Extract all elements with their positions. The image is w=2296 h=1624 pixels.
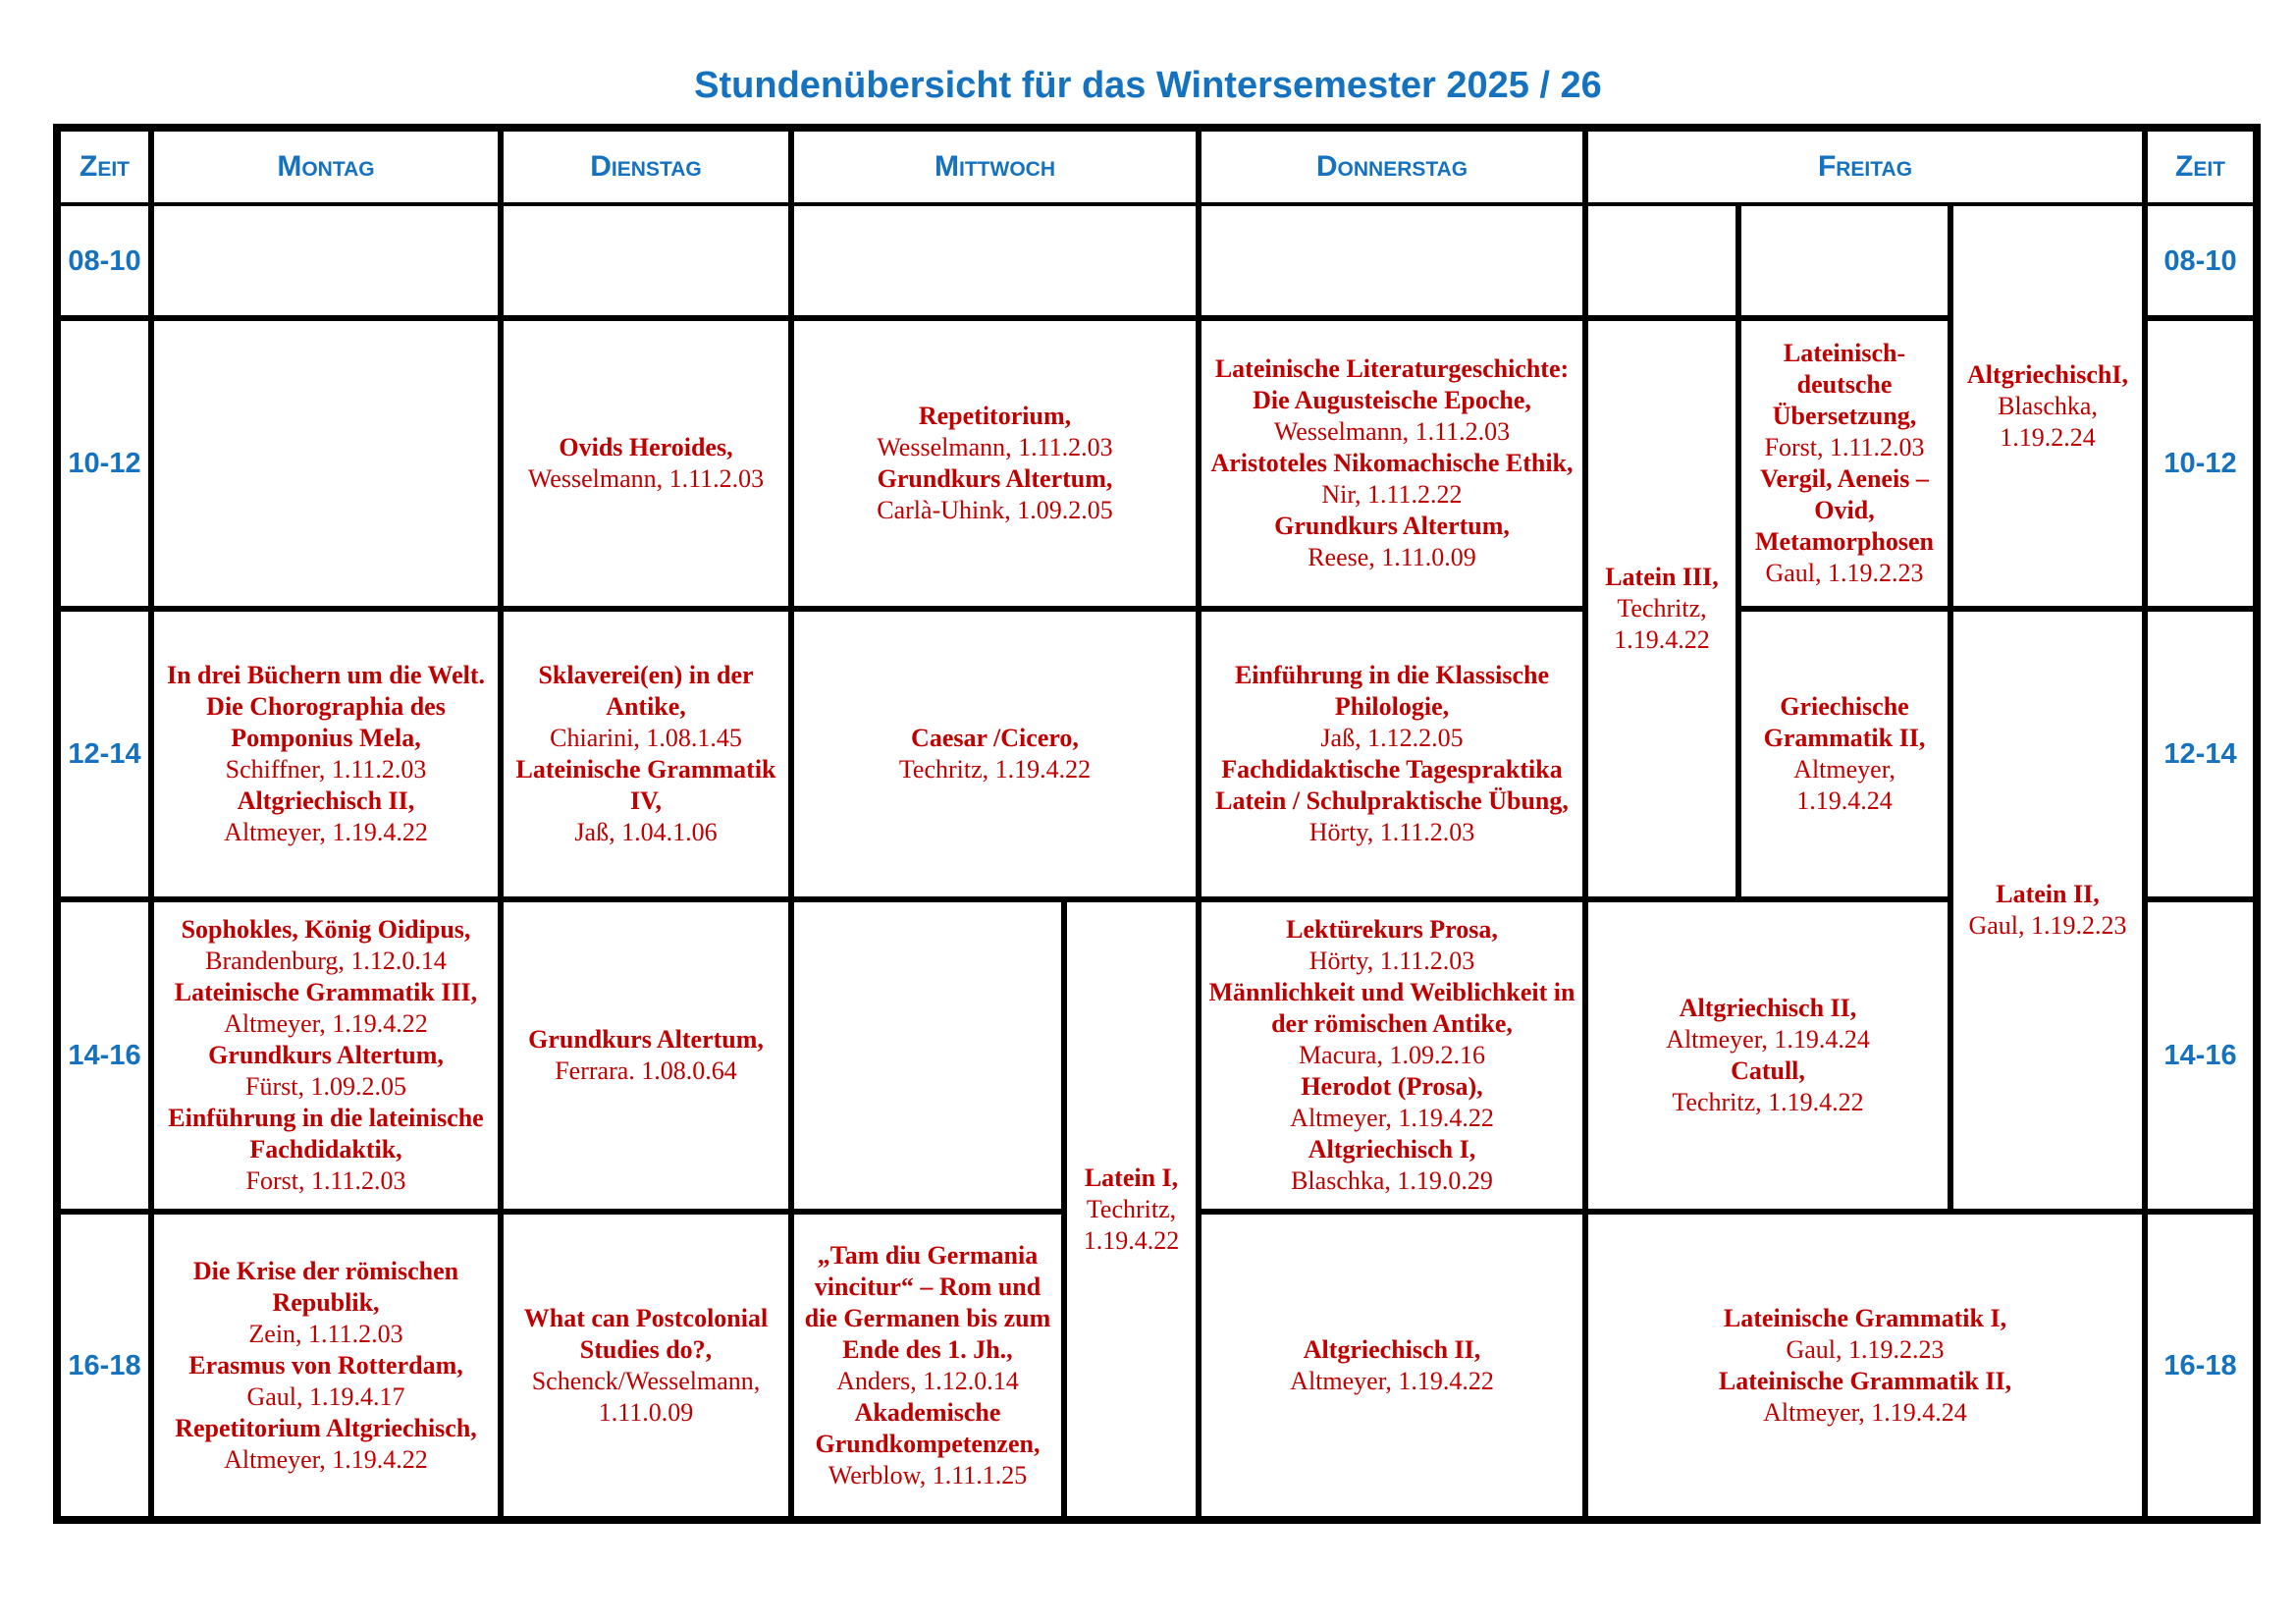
course-title: Grundkurs Altertum, (1274, 512, 1510, 540)
course-details: Carlà-Uhink, 1.09.2.05 (877, 496, 1113, 524)
time-label: 16-18 (61, 1215, 148, 1516)
course-entry (175, 1413, 477, 1476)
course-title: Fachdidaktische Tagespraktika Latein / Schulpraktische Übung, (1215, 755, 1569, 815)
course-title: Lateinische Grammatik I, (1723, 1303, 2007, 1332)
course-entry (1290, 1071, 1494, 1134)
course-details: Altmeyer, 1.19.4.22 (224, 1444, 428, 1474)
course-title: Repetitorium Altgriechisch, (175, 1413, 477, 1442)
course-entry (1672, 1056, 1863, 1118)
course-details: Jaß, 1.12.2.05 (1320, 724, 1464, 752)
course-title: In drei Büchern um die Welt. Die Chorographia des Pomponius Mela, (166, 661, 486, 752)
course-entry (1592, 562, 1732, 656)
course-details: Fürst, 1.09.2.05 (245, 1072, 406, 1101)
time-label: 16-18 (2148, 1215, 2253, 1516)
course-entry (224, 785, 428, 848)
course-entry (208, 1040, 444, 1103)
course-title: Grundkurs Altertum, (877, 464, 1113, 493)
course-entry (158, 1103, 494, 1197)
course-entry (528, 1024, 764, 1087)
course-title: AltgriechischI, (1967, 359, 2128, 389)
slot-dienstag-1618 (504, 1215, 788, 1516)
time-label: 10-12 (2148, 321, 2253, 606)
slot-donnerstag-1416 (1201, 902, 1582, 1209)
slot-dienstag-1416 (504, 902, 788, 1209)
slot-montag-1618 (154, 1215, 498, 1516)
course-details: Werblow, 1.11.1.25 (828, 1460, 1028, 1489)
course-entry (1291, 1134, 1493, 1197)
course-details: Hörty, 1.11.2.03 (1308, 947, 1475, 975)
course-entry (175, 977, 477, 1040)
time-label: 08-10 (61, 206, 148, 315)
course-title: Lateinisch-deutsche Übersetzung, (1772, 339, 1917, 430)
course-title: Latein I, (1084, 1163, 1179, 1192)
course-title: Aristoteles Nikomachische Ethik, (1210, 449, 1574, 477)
course-entry (877, 463, 1112, 526)
course-details: Wesselmann, 1.11.2.03 (877, 433, 1113, 461)
time-label: 14-16 (2148, 902, 2253, 1209)
slot-freitag-a-0810 (1588, 206, 1735, 315)
course-title: Lateinische Grammatik IV, (515, 755, 776, 815)
course-entry (1274, 511, 1510, 573)
slot-mittwoch-1012 (794, 321, 1196, 606)
course-entry (1666, 993, 1870, 1056)
course-entry (1205, 977, 1578, 1071)
slot-montag-1416 (154, 902, 498, 1209)
page-title: Stundenübersicht für das Wintersemester 2025 / 26 (694, 65, 1602, 106)
course-title: Altgriechisch I, (1308, 1135, 1476, 1164)
course-title: Einführung in die Klassische Philologie, (1234, 661, 1550, 721)
course-details: Techritz, 1.19.4.22 (1614, 594, 1710, 654)
header-dienstag: Dienstag (504, 132, 788, 202)
course-entry (507, 754, 784, 848)
course-entry (877, 401, 1112, 463)
slot-freitag-1416 (1588, 902, 1948, 1209)
slot-freitag-b-1012 (1741, 321, 1948, 606)
slot-mittwoch-a-1416 (794, 902, 1061, 1209)
course-title: Catull, (1731, 1056, 1805, 1085)
course-entry (1205, 660, 1578, 754)
header-zeit-right: Zeit (2148, 132, 2253, 202)
course-title: Die Krise der römischen Republik, (192, 1256, 459, 1317)
slot-donnerstag-1214 (1201, 612, 1582, 896)
timetable (53, 124, 2261, 1524)
course-title: Caesar /Cicero, (911, 724, 1079, 752)
header-montag: Montag (154, 132, 498, 202)
slot-mittwoch-0810 (794, 206, 1196, 315)
course-entry (1745, 691, 1944, 817)
course-details: Techritz, 1.19.4.22 (898, 755, 1092, 784)
course-details: Blaschka, 1.19.0.29 (1291, 1166, 1493, 1195)
slot-freitag-b-0810 (1741, 206, 1948, 315)
course-title: Lektürekurs Prosa, (1286, 915, 1498, 944)
slot-donnerstag-0810 (1201, 206, 1582, 315)
course-entry (528, 432, 764, 495)
header-zeit-left: Zeit (61, 132, 148, 202)
course-details: Altmeyer, 1.19.4.24 (1793, 755, 1896, 815)
slot-mittwoch-1214 (794, 612, 1196, 896)
slot-donnerstag-1012 (1201, 321, 1582, 606)
course-entry (1205, 754, 1578, 848)
course-details: Altmeyer, 1.19.4.22 (1290, 1366, 1494, 1395)
slot-dienstag-1012 (504, 321, 788, 606)
course-details: Macura, 1.09.2.16 (1299, 1041, 1485, 1069)
course-entry (158, 660, 494, 785)
slot-freitag-b-1214 (1741, 612, 1948, 896)
course-details: Anders, 1.12.0.14 (836, 1366, 1019, 1395)
slot-dienstag-0810 (504, 206, 788, 315)
course-details: Chiarini, 1.08.1.45 (550, 724, 742, 752)
course-title: Akademische Grundkompetenzen, (815, 1397, 1041, 1458)
course-entry (1968, 879, 2126, 942)
time-label: 10-12 (61, 321, 148, 606)
course-title: Männlichkeit und Weiblichkeit in der römischen Antike, (1208, 978, 1575, 1038)
course-title: Latein III, (1605, 563, 1719, 591)
course-title: Lateinische Grammatik III, (174, 978, 478, 1006)
course-entry (798, 1240, 1057, 1397)
course-entry (158, 1256, 494, 1350)
course-entry (1745, 463, 1944, 589)
course-title: Altgriechisch II, (1679, 994, 1857, 1022)
time-label: 12-14 (61, 612, 148, 896)
course-entry (1210, 448, 1573, 511)
slot-freitag-latein-2 (1953, 612, 2142, 1209)
slot-donnerstag-1618 (1201, 1215, 1582, 1516)
course-details: Forst, 1.11.2.03 (245, 1166, 406, 1195)
course-entry (1286, 914, 1498, 977)
slot-montag-0810 (154, 206, 498, 315)
slot-mittwoch-a-1618 (794, 1215, 1061, 1516)
course-title: Altgriechisch II, (237, 786, 415, 815)
course-details: Ferrara. 1.08.0.64 (555, 1056, 737, 1085)
course-details: Blaschka, 1.19.2.24 (1998, 391, 2098, 452)
time-label: 08-10 (2148, 206, 2253, 315)
course-title: Herodot (Prosa), (1301, 1072, 1483, 1101)
course-title: Ovids Heroides, (559, 433, 733, 461)
course-title: „Tam diu Germania vincitur“ – Rom und die Germanen bis zum Ende des 1. Jh., (804, 1240, 1051, 1364)
course-title: Sophokles, König Oidipus, (181, 915, 471, 944)
course-details: Jaß, 1.04.1.06 (574, 818, 718, 846)
course-details: Gaul, 1.19.2.23 (1786, 1334, 1945, 1364)
course-details: Reese, 1.11.0.09 (1308, 543, 1476, 571)
course-details: Altmeyer, 1.19.4.22 (224, 818, 428, 846)
header-donnerstag: Donnerstag (1201, 132, 1582, 202)
course-details: Brandenburg, 1.12.0.14 (205, 947, 447, 975)
course-title: Sklaverei(en) in der Antike, (538, 661, 754, 721)
course-title: Altgriechisch II, (1303, 1334, 1481, 1364)
course-entry (1957, 359, 2138, 454)
course-details: Wesselmann, 1.11.2.03 (527, 464, 765, 493)
slot-freitag-latein-3 (1588, 321, 1735, 896)
course-title: Vergil, Aeneis – Ovid, Metamorphosen (1755, 464, 1934, 556)
course-details: Gaul, 1.19.2.23 (1765, 559, 1924, 587)
course-entry (182, 914, 471, 977)
course-title: Griechische Grammatik II, (1763, 692, 1926, 752)
course-details: Altmeyer, 1.19.4.24 (1666, 1025, 1870, 1054)
course-entry (188, 1350, 463, 1413)
header-mittwoch: Mittwoch (794, 132, 1196, 202)
course-entry (507, 660, 784, 754)
course-details: Hörty, 1.11.2.03 (1308, 818, 1475, 846)
course-entry (507, 1303, 784, 1429)
course-details: Nir, 1.11.2.22 (1321, 480, 1463, 509)
course-details: Wesselmann, 1.11.2.03 (1273, 417, 1511, 446)
course-details: Altmeyer, 1.19.4.24 (1763, 1397, 1967, 1427)
course-details: Techritz, 1.19.4.22 (1083, 1194, 1180, 1255)
course-details: Altmeyer, 1.19.4.22 (1290, 1104, 1494, 1132)
course-entry (1290, 1334, 1494, 1397)
slot-dienstag-1214 (504, 612, 788, 896)
course-details: Gaul, 1.19.4.17 (246, 1381, 405, 1411)
slot-freitag-1618 (1588, 1215, 2142, 1516)
course-title: Einführung in die lateinische Fachdidaktik, (168, 1104, 484, 1164)
header-freitag: Freitag (1588, 132, 2142, 202)
time-label: 14-16 (61, 902, 148, 1209)
slot-montag-1012 (154, 321, 498, 606)
course-entry (1071, 1163, 1192, 1257)
course-title: Erasmus von Rotterdam, (188, 1350, 463, 1380)
course-title: Lateinische Literaturgeschichte: Die Augusteische Epoche, (1214, 354, 1570, 414)
course-details: Altmeyer, 1.19.4.22 (224, 1009, 428, 1038)
time-label: 12-14 (2148, 612, 2253, 896)
course-title: Grundkurs Altertum, (208, 1041, 444, 1069)
course-title: Repetitorium, (918, 402, 1072, 430)
course-details: Zein, 1.11.2.03 (248, 1319, 403, 1348)
slot-montag-1214 (154, 612, 498, 896)
course-entry (1745, 338, 1944, 463)
course-title: What can Postcolonial Studies do?, (523, 1303, 769, 1364)
slot-mittwoch-latein-1 (1067, 902, 1196, 1516)
course-title: Latein II, (1996, 880, 2100, 908)
course-entry (1724, 1303, 2006, 1366)
course-details: Techritz, 1.19.4.22 (1672, 1088, 1864, 1116)
course-entry (899, 723, 1091, 785)
course-title: Grundkurs Altertum, (528, 1025, 764, 1054)
course-details: Schiffner, 1.11.2.03 (225, 755, 427, 784)
course-details: Gaul, 1.19.2.23 (1968, 911, 2127, 940)
course-entry (798, 1397, 1057, 1491)
course-entry (1719, 1366, 2011, 1429)
course-entry (1205, 353, 1578, 448)
course-details: Forst, 1.11.2.03 (1764, 433, 1925, 461)
slot-freitag-altgriechisch-1 (1953, 206, 2142, 606)
course-details: Schenck/Wesselmann, 1.11.0.09 (531, 1366, 761, 1427)
course-title: Lateinische Grammatik II, (1718, 1366, 2012, 1395)
